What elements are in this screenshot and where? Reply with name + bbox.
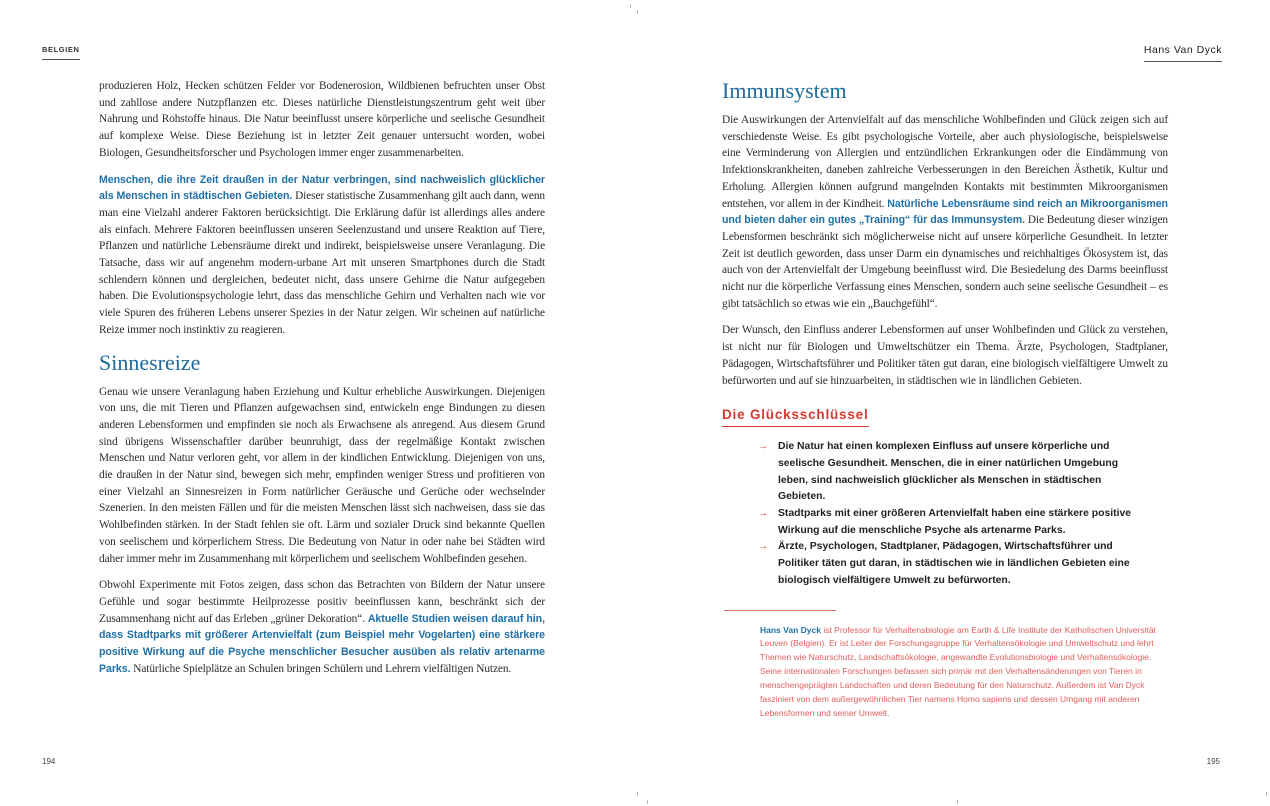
crop-mark xyxy=(630,4,631,8)
crop-mark xyxy=(637,10,638,14)
paragraph xyxy=(99,384,545,568)
key-points-box xyxy=(722,389,1168,589)
page-number-left: 194 xyxy=(42,757,56,766)
key-points-title: Die Glücksschlüssel xyxy=(722,407,869,427)
arrow-right-icon: → xyxy=(758,441,768,453)
key-point-text: Ärzte, Psychologen, Stadtplaner, Pädagogen, Wirtschaftsführer und Politiker täten gut daran, in städtischen wie in ländlichen Gebieten eine biologisch vielfältigere Umwelt zu befürworten. xyxy=(778,541,1130,586)
key-points-list xyxy=(722,439,1132,589)
paragraph xyxy=(99,78,545,162)
key-point-item xyxy=(758,506,1132,539)
highlighted-statement: Aktuelle Studien weisen darauf hin, dass Stadtparks mit größerer Artenvielfalt (zum Beispiel mehr Vogelarten) eine stärkere positive Wirkung auf die Psyche menschlicher Besucher ausüben als relativ artenarme Parks. xyxy=(99,612,545,675)
key-point-text: Stadtparks mit einer größeren Artenvielfalt haben eine stärkere positive Wirkung auf die menschliche Psyche als artenarme Parks. xyxy=(778,508,1132,536)
key-point-item xyxy=(758,439,1132,506)
page-number-right: 195 xyxy=(1206,757,1220,766)
left-text-column xyxy=(99,78,545,678)
highlighted-statement: Natürliche Lebensräume sind reich an Mikroorganismen und bieten daher ein gutes „Training“ für das Immunsystem. xyxy=(722,197,1168,227)
crop-mark xyxy=(957,800,958,804)
section-heading-sinnesreize: Sinnesreize xyxy=(99,349,201,375)
body-text: Dieser statistische Zusammenhang gilt auch dann, wenn man eine Vielzahl anderer Faktoren berücksichtigt. Die Erklärung dafür ist allerdings alles andere als einfach. Mehrere Faktoren beeinflussen unseren Seelenzustand und unsere Reaktion auf Tiere, Pflanzen und natürliche Lebensräume direkt und indirekt, beispielsweise unsere Veranlagung. Die Tatsache, dass wir auf angenehm modern-urbane Art mit unseren Smartphones durch die Stadt schlendern können und dergleichen, bedeutet nicht, dass unsere Gehirne die Natur aufgegeben haben. Die Evolutionspsychologie lehrt, dass das menschliche Gehirn und Verhalten nach wie vor viele Spuren des früheren Lebens unserer Spezies in der Natur zeigen. Wir scheinen auf natürliche Reize immer noch instinktiv zu reagieren. xyxy=(99,190,545,336)
arrow-right-icon: → xyxy=(758,508,768,520)
paragraph xyxy=(99,172,545,339)
body-text: produzieren Holz, Hecken schützen Felder vor Bodenerosion, Wildbienen befruchten unser Obst und zahllose andere Nutzpflanzen etc. Dieses natürliche Dienstleistungszentrum geht weit über Nahrung und Rohstoffe hinaus. Die Natur beeinflusst unsere körperliche und seelische Gesundheit auf komplexe Weise. Diese Beziehung ist in letzter Zeit genauer untersucht worden, wobei Biologen, Gesundheitsforscher und Psychologen immer enger zusammenarbeiten. xyxy=(99,80,545,159)
body-text: Obwohl Experimente mit Fotos zeigen, dass schon das Betrachten von Bildern der Natur unsere Gefühle und sogar bestimmte Heilprozesse positiv beeinflussen kann, beschränkt sich der Zusammenhang nicht auf das Erleben „grüner Dekoration“. xyxy=(99,579,545,625)
paragraph xyxy=(722,112,1168,312)
highlighted-statement: Menschen, die ihre Zeit draußen in der Natur verbringen, sind nachweislich glücklicher als Menschen in städtischen Gebieten. xyxy=(99,173,545,203)
body-text: Natürliche Spielplätze an Schulen bringen Schülern und Lehrern vielfältigen Nutzen. xyxy=(130,662,512,675)
running-head-country: BELGIEN xyxy=(42,45,80,60)
body-text: Der Wunsch, den Einfluss anderer Lebensformen auf unser Wohlbefinden und Glück zu verstehen, ist nicht nur für Biologen und Umweltschützer ein Thema. Ärzte, Psychologen, Stadtplaner, Pädagogen, Wirtschaftsführer und Politiker täten gut daran, eine biologisch vielfältigere Umwelt zu befürworten und auf sie hinzuarbeiten, in städtischen wie in ländlichen Gebieten. xyxy=(722,324,1168,387)
crop-mark xyxy=(637,792,638,796)
key-point-text: Die Natur hat einen komplexen Einfluss auf unsere körperliche und seelische Gesundheit. Menschen, die in einer natürlichen Umgebung leben, sind nachweislich glücklicher als Menschen in städtischen Gebieten. xyxy=(778,441,1119,503)
arrow-right-icon: → xyxy=(758,541,768,553)
author-name: Hans Van Dyck xyxy=(760,624,821,635)
crop-mark xyxy=(647,800,648,804)
key-point-item xyxy=(758,539,1132,589)
running-head-author: Hans Van Dyck xyxy=(1144,44,1222,62)
body-text: Die Bedeutung dieser winzigen Lebensformen beschränkt sich möglicherweise nicht auf unsere körperliche Gesundheit. In letzter Zeit ist deutlich geworden, dass unser Darm ein dynamisches und reichhaltiges Ökosystem ist, das auch von der Artenvielfalt der Umgebung beeinflusst wird. Die Besiedelung des Darms beeinflusst nicht nur die körperliche Verfassung eines Menschen, sondern auch seine seelische Gesundheit – es gibt tatsächlich so etwas wie ein „Bauchgefühl“. xyxy=(722,214,1168,310)
section-heading-immunsystem: Immunsystem xyxy=(722,78,847,103)
bio-divider xyxy=(724,610,836,611)
author-bio xyxy=(760,624,1172,721)
body-text: Die Auswirkungen der Artenvielfalt auf das menschliche Wohlbefinden und Glück zeigen sich auf verschiedenste Weise. Es gibt psychologische Vorteile, aber auch physiologische, beispielsweise eine Verminderung von Allergien und entzündlichen Erkrankungen oder die Eindämmung von Infektionskrankheiten, daneben zahlreiche Verbesserungen in den Bereichen Ästhetik, Kultur und Erholung. Allergien können aufgrund mangelnden Kontakts mit bestimmten Mikroorganismen entstehen, vor allem in der Kindheit. xyxy=(722,114,1168,210)
author-bio-text: ist Professor für Verhaltensbiologie am Earth & Life Institute der Katholischen Universität Leuven (Belgien). Er ist Leiter der Forschungsgruppe für Verhaltensökologie und Umweltschutz und lehrt Themen wie Naturschutz, Landschaftsökologie, angewandte Evolutionsbiologie und Verhaltensökologie. Seine internationalen Forschungen befassen sich primär mit den Verhaltensänderungen von Tieren in menschengeprägten Landschaften und deren Bedeutung für den Naturschutz. Außerdem ist Van Dyck fasziniert von dem außergewöhnlichen Tier namens Homo sapiens und dessen Umgang mit anderen Lebensformen und seiner Umwelt. xyxy=(760,624,1156,719)
crop-mark xyxy=(1266,792,1267,796)
right-page xyxy=(635,0,1270,806)
body-text: Genau wie unsere Veranlagung haben Erziehung und Kultur erhebliche Auswirkungen. Diejenigen von uns, die mit Tieren und Pflanzen aufgewachsen sind, entwickeln enge Bindungen zu diesen anderen Lebensformen und empfinden sie noch als Erwachsene als anregend. Aus diesem Grund sind übrigens Wissenschaftler darüber beunruhigt, dass der regelmäßige Kontakt zwischen Menschen und Natur verloren geht, vor allem in der kindlichen Entwicklung. Diejenigen von uns, die draußen in der Natur sind, bewegen sich mehr, empfinden weniger Stress und profitieren von einer Vielzahl an Sinnesreizen in Form natürlicher Geräusche und Gerüche oder wechselnder Szenerien. In den meisten Fällen und für die meisten Menschen lässt sich nachweisen, dass sie das Wohlbefinden stärken. In der Stadt fehlen sie oft. Lärm und sozialer Druck sind bekannte Quellen von seelischem und körperlichem Stress. Die Bedeutung von Natur in oder nahe bei Städten wird daher immer mehr im Zusammenhang mit körperlichem und seelischem Wohlbefinden gesehen. xyxy=(99,385,545,565)
paragraph xyxy=(99,577,545,677)
paragraph xyxy=(722,322,1168,389)
right-text-column xyxy=(722,78,1168,721)
